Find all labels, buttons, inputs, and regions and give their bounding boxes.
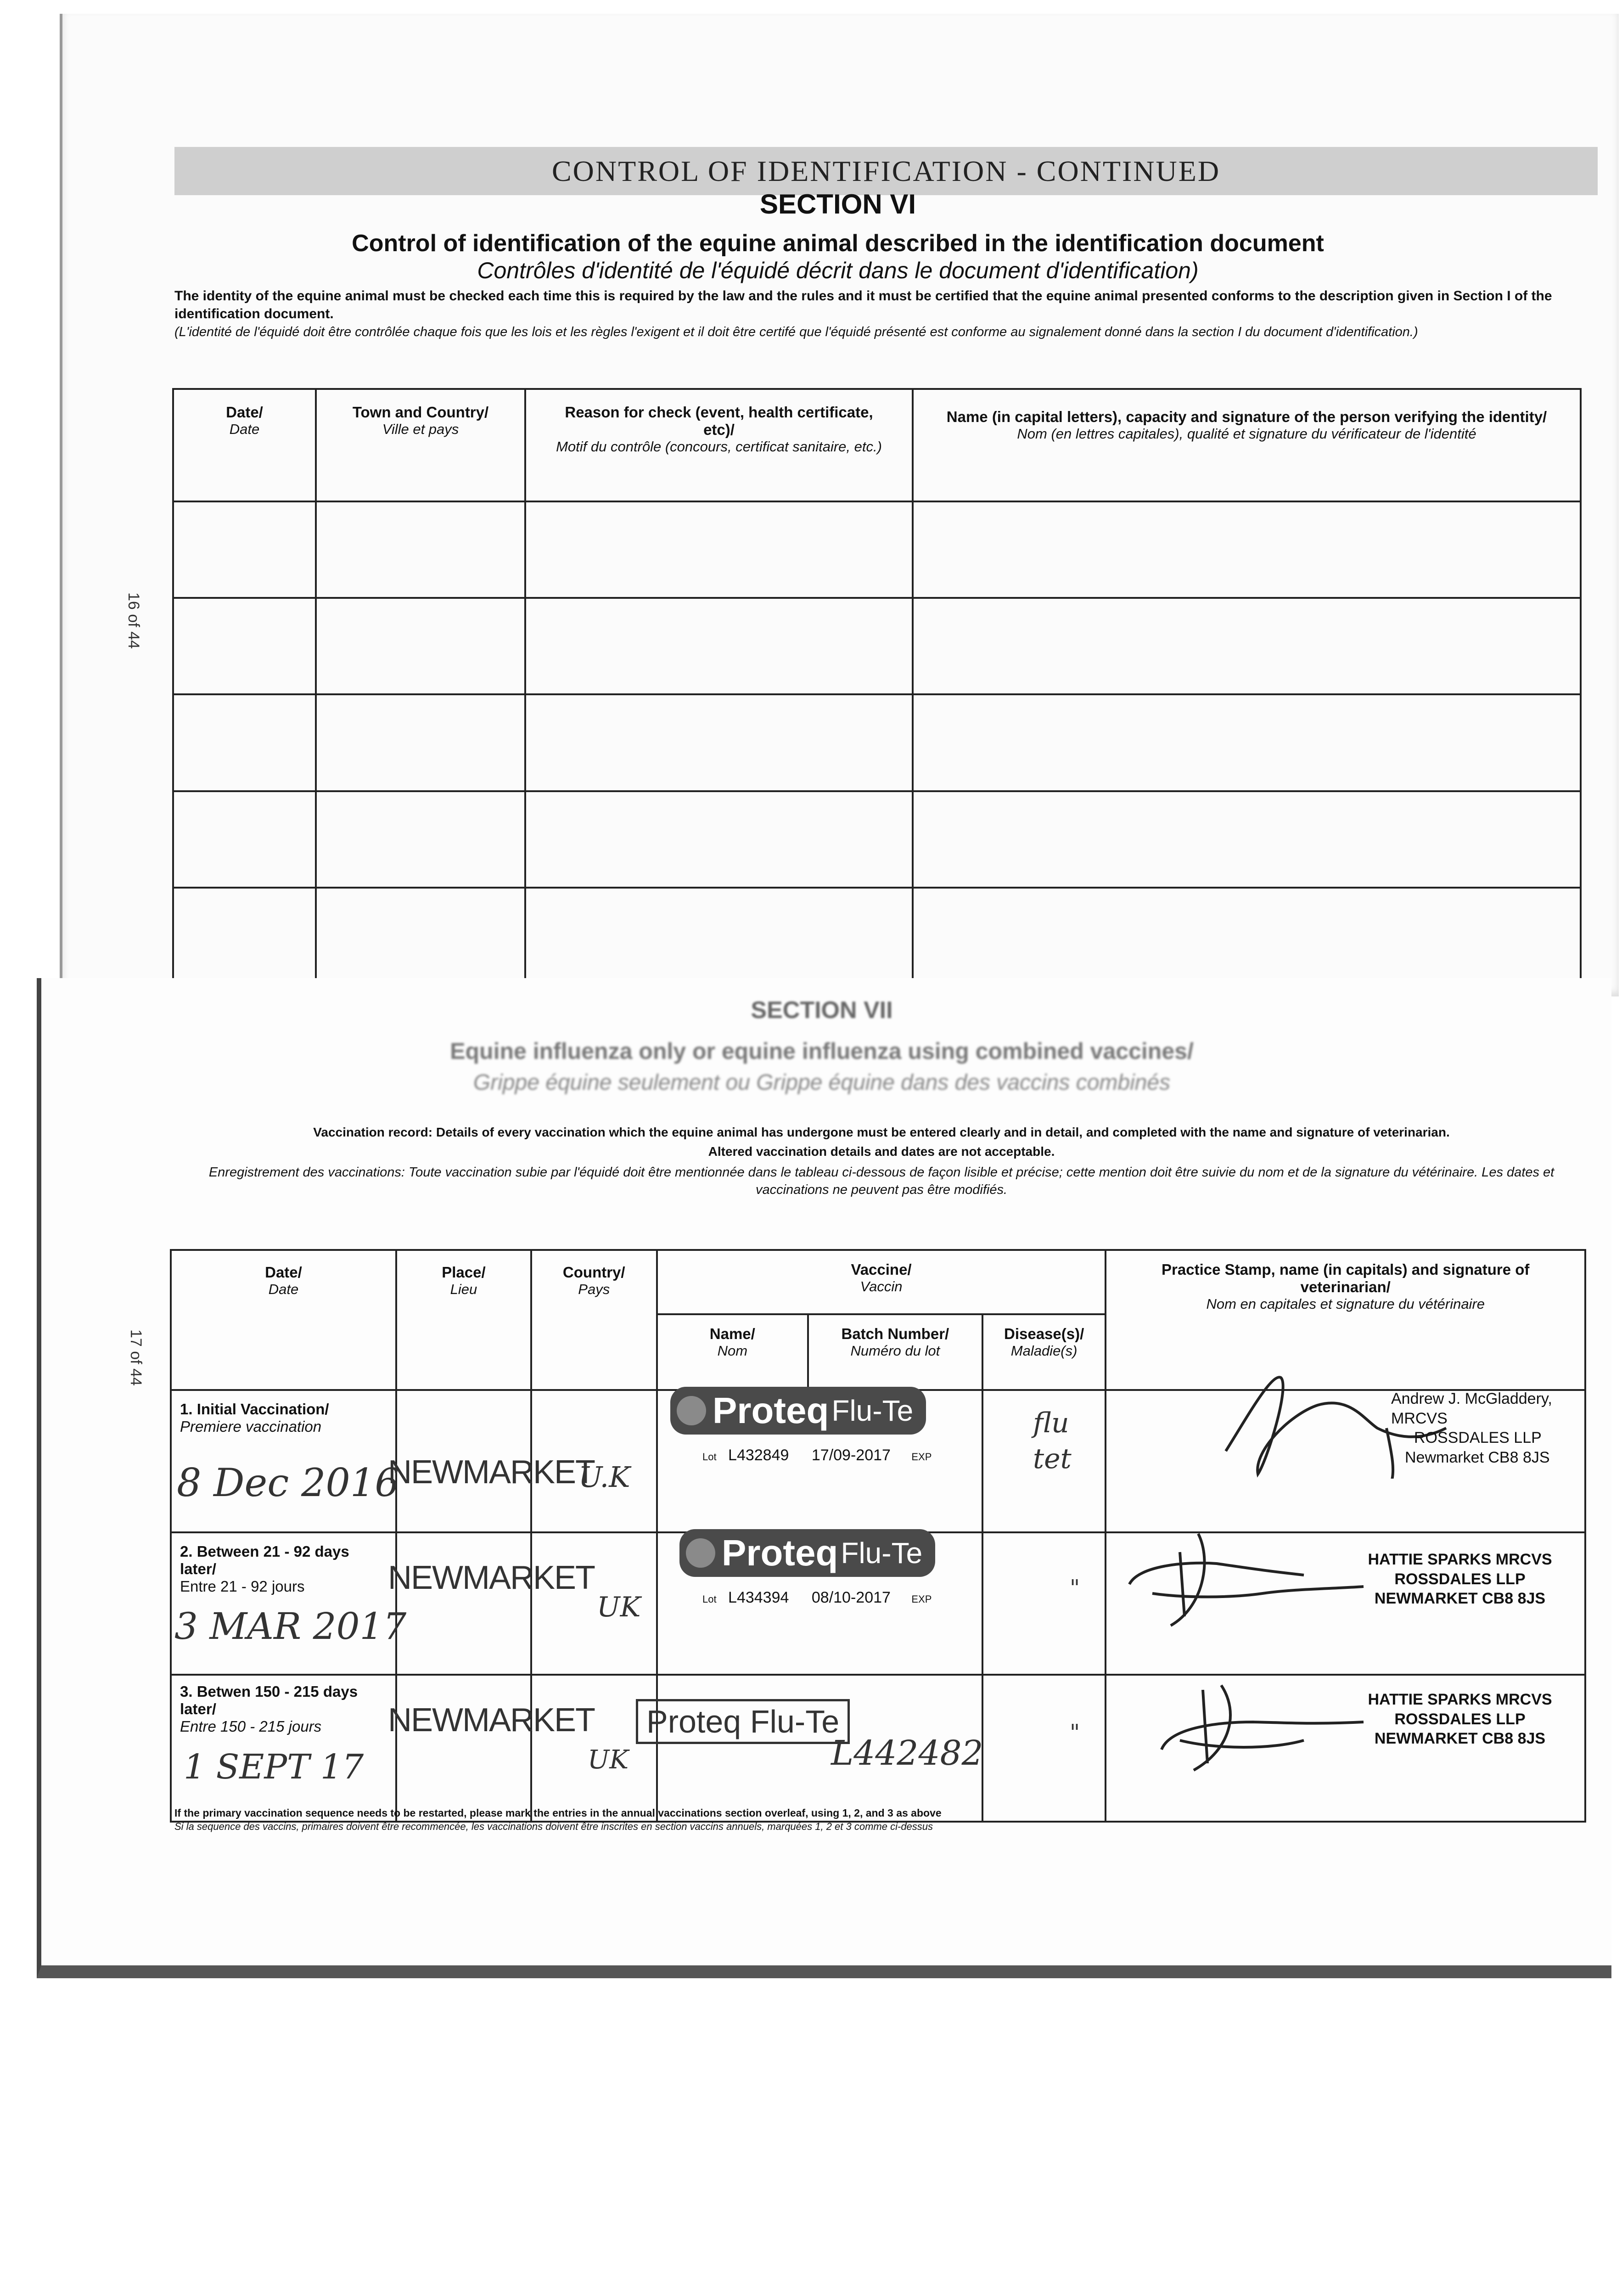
col-country-fr: Pays <box>578 1281 610 1297</box>
row1-lot-line <box>702 1446 932 1464</box>
row2-lot-prefix: Lot <box>702 1593 717 1605</box>
proteq-logo-icon <box>677 1396 706 1425</box>
section-vi-heading: SECTION VI <box>759 189 916 219</box>
row2-vaccine-label <box>679 1529 935 1607</box>
row1-vaccine-sticker <box>670 1387 926 1435</box>
col-reason-fr: Motif du contrôle (concours, certificat sanitaire, etc.) <box>556 439 882 455</box>
row1-label-fr: Premiere vaccination <box>180 1418 322 1435</box>
row2-vaccine-brand: Proteq <box>722 1532 838 1573</box>
col-verifier-fr: Nom (en lettres capitales), qualité et signature du vérificateur de l'identité <box>1017 426 1476 442</box>
col-name-fr: Nom <box>717 1343 748 1359</box>
col-town-en: Town and Country/ <box>352 404 489 421</box>
col-date-header <box>171 1250 396 1390</box>
row2-vet-line-2: ROSSDALES LLP <box>1394 1570 1526 1588</box>
col-vaccine-en: Vaccine/ <box>851 1261 912 1278</box>
row3-vet-line-2: ROSSDALES LLP <box>1394 1710 1526 1728</box>
col-batch-en: Batch Number/ <box>841 1325 949 1342</box>
row2-vet-signature <box>1111 1525 1368 1635</box>
row2-vaccine-suffix: Flu-Te <box>841 1536 923 1570</box>
row3-disease: " <box>1070 1720 1080 1745</box>
row2-date: 3 MAR 2017 <box>174 1605 407 1648</box>
row2-country: UK <box>597 1591 641 1623</box>
row1-place: NEWMARKET <box>388 1454 595 1491</box>
col-country-en: Country/ <box>562 1264 625 1281</box>
col-disease-header <box>982 1314 1106 1390</box>
row3-label-en: 3. Betwen 150 - 215 days later/ <box>180 1683 358 1717</box>
row3-vet-line-3: NEWMARKET CB8 8JS <box>1374 1730 1546 1747</box>
col-date-en: Date/ <box>265 1264 302 1281</box>
footer-note-fr: Si la sequence des vaccins, primaires doivent être recommencée, les vaccinations doivent être inscrites en section vaccins annuels, marquées 1, 2 et 3 comme ci-dessus <box>174 1821 933 1832</box>
row3-country: UK <box>588 1745 629 1775</box>
row2-label-en: 2. Between 21 - 92 days later/ <box>180 1543 349 1577</box>
proteq-logo-icon <box>686 1538 715 1568</box>
row2-vet-stamp <box>1350 1550 1570 1609</box>
footer-note-en: If the primary vaccination sequence needs to be restarted, please mark the entries in the annual vaccinations section overleaf, using 1, 2, and 3 as above <box>174 1807 942 1819</box>
col-stamp-en: Practice Stamp, name (in capitals) and signature of veterinarian/ <box>1162 1261 1530 1295</box>
row3-batch: L442482 <box>831 1733 983 1773</box>
row1-vet-stamp <box>1391 1389 1584 1467</box>
col-place-fr: Lieu <box>450 1281 477 1297</box>
section-vi-title-fr: Contrôles d'identité de l'équidé décrit dans le document d'identification) <box>477 258 1199 283</box>
section-vi-title-en: Control of identification of the equine animal described in the identification document <box>352 230 1324 257</box>
banner-title: CONTROL OF IDENTIFICATION - CONTINUED <box>551 154 1221 187</box>
row2-label-fr: Entre 21 - 92 jours <box>180 1578 305 1595</box>
page-number-17: 17 of 44 <box>127 1329 145 1386</box>
identity-check-table <box>172 388 1582 985</box>
vaccination-record-fr: Enregistrement des vaccinations: Toute vaccination subie par l'équidé doit être mentionnée dans le tableau ci-dessous de façon lisible et précise; cette mention doit être suivie du nom et de la signature du vétérinaire. Les dates et vaccinations ne peuvent pas être modifiés. <box>208 1165 1555 1197</box>
row2-batch: L434394 <box>728 1589 789 1606</box>
col-stamp-fr: Nom en capitales et signature du vétérinaire <box>1206 1296 1485 1312</box>
row3-vet-stamp <box>1350 1690 1570 1749</box>
row2-expiry: 08/10-2017 <box>811 1589 891 1606</box>
row2-vaccine-sticker <box>679 1529 935 1577</box>
row3-place: NEWMARKET <box>388 1702 595 1739</box>
row2-exp-label: EXP <box>911 1593 932 1605</box>
col-date-fr: Date <box>268 1281 299 1297</box>
row1-country: U.K <box>578 1460 630 1494</box>
col-reason-en: Reason for check (event, health certificate, etc)/ <box>565 404 873 438</box>
row3-vet-line-1: HATTIE SPARKS MRCVS <box>1368 1691 1552 1708</box>
page-number-16: 16 of 44 <box>125 592 142 649</box>
col-vaccine-fr: Vaccin <box>860 1278 903 1294</box>
row1-vet-line-2: ROSSDALES LLP <box>1414 1429 1542 1446</box>
vaccination-record-en-2: Altered vaccination details and dates are not acceptable. <box>708 1144 1055 1159</box>
row1-expiry: 17/09-2017 <box>811 1446 891 1464</box>
table-row <box>173 694 1581 791</box>
row1-disease: flu tet <box>1033 1407 1072 1475</box>
row1-vaccine-label <box>670 1387 932 1464</box>
section-vi-intro-en: The identity of the equine animal must be checked each time this is required by the law and the rules and it must be certified that the equine animal presented conforms to the description given in Section I of the identification document. <box>174 288 1552 321</box>
col-place-header <box>396 1250 531 1390</box>
row2-disease: " <box>1070 1575 1080 1601</box>
table-row <box>173 888 1581 984</box>
row1-label <box>180 1401 382 1435</box>
col-batch-header <box>808 1314 982 1390</box>
row1-date: 8 Dec 2016 <box>177 1460 399 1505</box>
col-town-fr: Ville et pays <box>382 421 459 437</box>
row3-label <box>180 1683 382 1735</box>
section-vii-title-fr: Grippe équine seulement ou Grippe équine dans des vaccins combinés <box>473 1070 1171 1095</box>
row2-lot-line <box>702 1589 935 1607</box>
col-town-header <box>316 389 525 501</box>
col-batch-fr: Numéro du lot <box>850 1343 940 1359</box>
row1-label-en: 1. Initial Vaccination/ <box>180 1401 329 1418</box>
col-name-header <box>657 1314 808 1390</box>
row1-vet-line-3: Newmarket CB8 8JS <box>1405 1448 1550 1466</box>
table-row <box>173 598 1581 694</box>
col-reason-header <box>525 389 913 501</box>
row1-vaccine-brand: Proteq <box>713 1390 829 1431</box>
row1-batch: L432849 <box>728 1446 789 1464</box>
col-place-en: Place/ <box>442 1264 486 1281</box>
col-disease-fr: Maladie(s) <box>1010 1343 1078 1359</box>
row3-vet-signature <box>1152 1671 1368 1782</box>
row1-exp-label: EXP <box>911 1451 932 1463</box>
section-vii-title-en: Equine influenza only or equine influenza using combined vaccines/ <box>450 1038 1194 1064</box>
col-country-header <box>531 1250 657 1390</box>
col-vaccine-header <box>657 1250 1106 1314</box>
vaccination-record-en: Vaccination record: Details of every vaccination which the equine animal has undergone must be entered clearly and in detail, and completed with the name and signature of veterinarian. <box>313 1125 1450 1139</box>
row3-date: 1 SEPT 17 <box>184 1747 364 1787</box>
section-vi-intro-fr: (L'identité de l'équidé doit être contrôlée chaque fois que les lois et les règles l'exigent et il doit être certifé que l'équidé présenté est conforme au signalement donné dans la section I du document d'identification.) <box>174 325 1418 339</box>
section-vii-heading: SECTION VII <box>751 997 893 1024</box>
col-date-en: Date/ <box>226 404 263 421</box>
col-disease-en: Disease(s)/ <box>1004 1325 1084 1342</box>
row2-vet-line-3: NEWMARKET CB8 8JS <box>1374 1590 1546 1607</box>
row2-vet-line-1: HATTIE SPARKS MRCVS <box>1368 1551 1552 1568</box>
col-name-en: Name/ <box>709 1325 755 1342</box>
col-verifier-en: Name (in capital letters), capacity and signature of the person verifying the identity/ <box>946 408 1547 425</box>
row3-vaccine-written: Proteq Flu-Te <box>636 1699 850 1744</box>
row1-vaccine-suffix: Flu-Te <box>831 1394 914 1427</box>
table-row <box>173 791 1581 888</box>
row3-label-fr: Entre 150 - 215 jours <box>180 1718 322 1735</box>
row1-lot-prefix: Lot <box>702 1451 717 1463</box>
row2-label <box>180 1543 382 1595</box>
col-date-fr: Date <box>229 421 260 437</box>
table-row <box>173 501 1581 598</box>
row1-vet-line-1: Andrew J. McGladdery, MRCVS <box>1391 1390 1552 1427</box>
col-verifier-header <box>913 389 1581 501</box>
col-date-header <box>173 389 316 501</box>
row2-place: NEWMARKET <box>388 1559 595 1596</box>
